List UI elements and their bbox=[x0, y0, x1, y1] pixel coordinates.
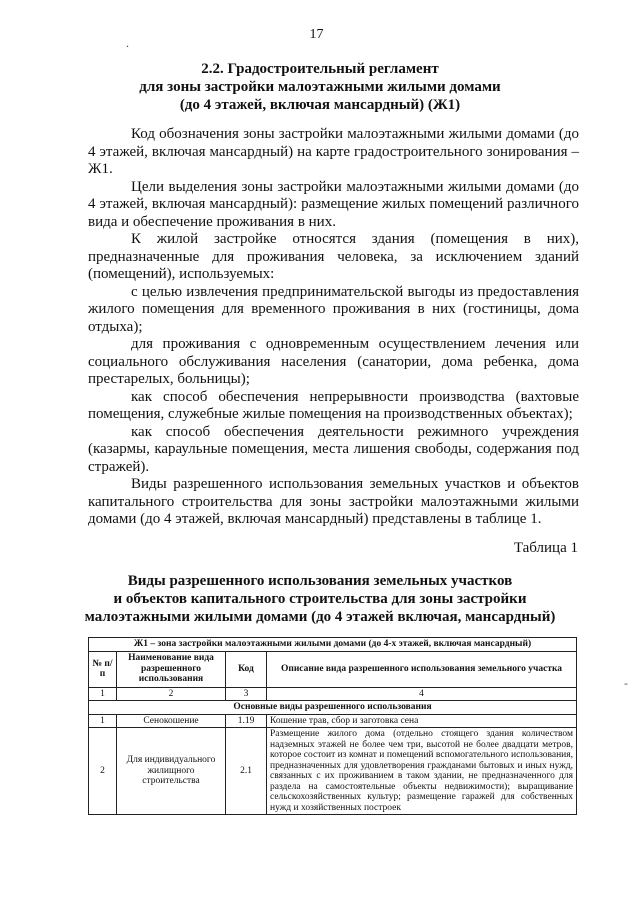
paragraph-exception-production: как способ обеспечения непрерывности производства (вахтовые помещения, служебные жилые помещения на производственных объектах); bbox=[88, 388, 579, 422]
row-description: Размещение жилого дома (отдельно стоящего здания количеством надземных этажей не более чем три, высотой не более двадцати метров, которое состоит из комнат и помещений вспомогательного использования, предназначенных для удовлетворения гражданами бытовых и иных нужд, связанных с их проживанием в таком здании, не предназначенного для раздела на самостоятельные объекты недвижимости); выращивание сельскохозяйственных культур; размещение гаражей для собственных нужд и хозяйственных построек bbox=[267, 728, 577, 815]
heading-line-1: 2.2. Градостроительный регламент bbox=[201, 61, 439, 77]
row-num: 1 bbox=[89, 714, 117, 728]
paragraph-residential-definition: К жилой застройке относятся здания (помещения в них), предназначенные для проживания человека, за исключением зданий (помещений), используемых: bbox=[88, 231, 579, 282]
permitted-use-table bbox=[88, 637, 577, 815]
paragraph-exception-medical: для проживания с одновременным осуществлением лечения или социального обслуживания населения (санатории, дома ребенка, дома престарелых, больницы); bbox=[88, 336, 579, 387]
row-code: 1.19 bbox=[226, 714, 267, 728]
header-code: Код bbox=[226, 651, 267, 687]
paragraph-exception-regime: как способ обеспечения деятельности режимного учреждения (казармы, караульные помещения, места лишения свободы, содержания под стражей). bbox=[88, 423, 579, 475]
row-code: 2.1 bbox=[226, 728, 267, 815]
section-header-row bbox=[89, 701, 577, 715]
column-number-row bbox=[89, 687, 577, 701]
page-number: 17 bbox=[309, 27, 324, 42]
table-title-line-2: и объектов капитального строительства для зоны застройки bbox=[113, 591, 527, 607]
header-num: № п/п bbox=[89, 651, 117, 687]
row-description: Кошение трав, сбор и заготовка сена bbox=[267, 714, 577, 728]
table-row bbox=[89, 728, 577, 815]
row-name: Сенокошение bbox=[117, 714, 226, 728]
heading-line-2: для зоны застройки малоэтажными жилыми домами bbox=[139, 79, 501, 95]
col-number-3: 3 bbox=[226, 687, 267, 701]
heading-line-3: (до 4 этажей, включая мансардный) (Ж1) bbox=[179, 97, 461, 113]
scan-speck: . bbox=[126, 36, 129, 50]
col-number-1: 1 bbox=[89, 687, 117, 701]
column-header-row bbox=[89, 651, 577, 687]
table-label: Таблица 1 bbox=[513, 540, 578, 556]
table-row bbox=[89, 714, 577, 728]
section-header-cell: Основные виды разрешенного использования bbox=[89, 701, 577, 715]
zone-header-row bbox=[89, 638, 577, 652]
section-heading bbox=[60, 60, 580, 114]
col-number-4: 4 bbox=[267, 687, 577, 701]
row-num: 2 bbox=[89, 728, 117, 815]
paragraph-table-reference: Виды разрешенного использования земельных участков и объектов капитального строительства для зоны застройки малоэтажными жилыми домами (до 4 этажей, включая мансардный) представлены в таблице 1. bbox=[88, 476, 579, 527]
margin-mark: - bbox=[624, 676, 628, 690]
col-number-2: 2 bbox=[117, 687, 226, 701]
header-name: Наименование вида разрешенного использования bbox=[117, 651, 226, 687]
zone-header-cell: Ж1 – зона застройки малоэтажными жилыми домами (до 4-х этажей, включая мансардный) bbox=[89, 638, 577, 652]
table-title bbox=[60, 572, 580, 626]
header-description: Описание вида разрешенного использования земельного участка bbox=[267, 651, 577, 687]
table-title-line-1: Виды разрешенного использования земельных участков bbox=[127, 573, 513, 589]
paragraph-zone-code: Код обозначения зоны застройки малоэтажными жилыми домами (до 4 этажей, включая мансардный) на карте градостроительного зонирования – Ж1. bbox=[88, 126, 579, 177]
row-name: Для индивидуального жилищного строительства bbox=[117, 728, 226, 815]
table-title-line-3: малоэтажными жилыми домами (до 4 этажей включая, мансардный) bbox=[84, 609, 556, 625]
paragraph-zone-goals: Цели выделения зоны застройки малоэтажными жилыми домами (до 4 этажей, включая мансардный): размещение жилых помещений различного вида и обеспечение проживания в них. bbox=[88, 178, 579, 230]
body-text bbox=[88, 126, 579, 529]
paragraph-exception-business: с целью извлечения предпринимательской выгоды из предоставления жилого помещения для временного проживания в них (гостиницы, дома отдыха); bbox=[88, 283, 579, 335]
